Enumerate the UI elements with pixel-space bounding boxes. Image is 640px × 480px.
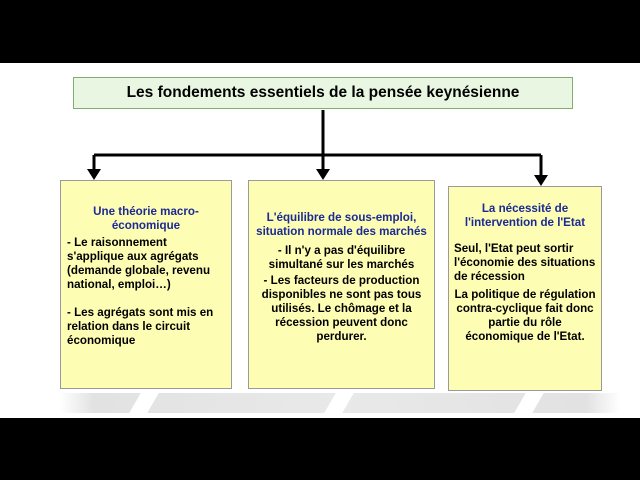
card-item: - Les facteurs de production disponibles ne sont pas tous utilisés. Le chômage et la récession peuvent donc perdurer.: [261, 274, 422, 343]
card-underemployment-equilibrium: [248, 180, 435, 389]
card-item: Seul, l'Etat peut sortir l'économie des situations de récession: [454, 242, 596, 283]
card-item: - Il n'y a pas d'équilibre simultané sur les marchés: [268, 244, 415, 271]
arrowhead-3: [534, 175, 548, 186]
arrowhead-1: [87, 169, 101, 180]
card-item: La politique de régulation contra-cyclique fait donc partie du rôle économique de l'Etat.: [454, 288, 596, 343]
card-title: L'équilibre de sous-emploi, situation normale des marchés: [256, 211, 427, 238]
card-title: Une théorie macro-économique: [93, 205, 199, 232]
diagram-title: Les fondements essentiels de la pensée keynésienne: [73, 77, 573, 109]
diagram-canvas: [0, 63, 640, 418]
card-macro-theory: [60, 180, 232, 389]
arrowhead-2: [316, 169, 330, 180]
card-item: - Les agrégats sont mis en relation dans le circuit économique: [67, 306, 214, 347]
card-title: La nécessité de l'intervention de l'Etat: [464, 202, 586, 229]
card-state-intervention: [448, 186, 602, 391]
card-item: - Le raisonnement s'applique aux agrégats (demande globale, revenu national, emploi…): [67, 236, 211, 291]
